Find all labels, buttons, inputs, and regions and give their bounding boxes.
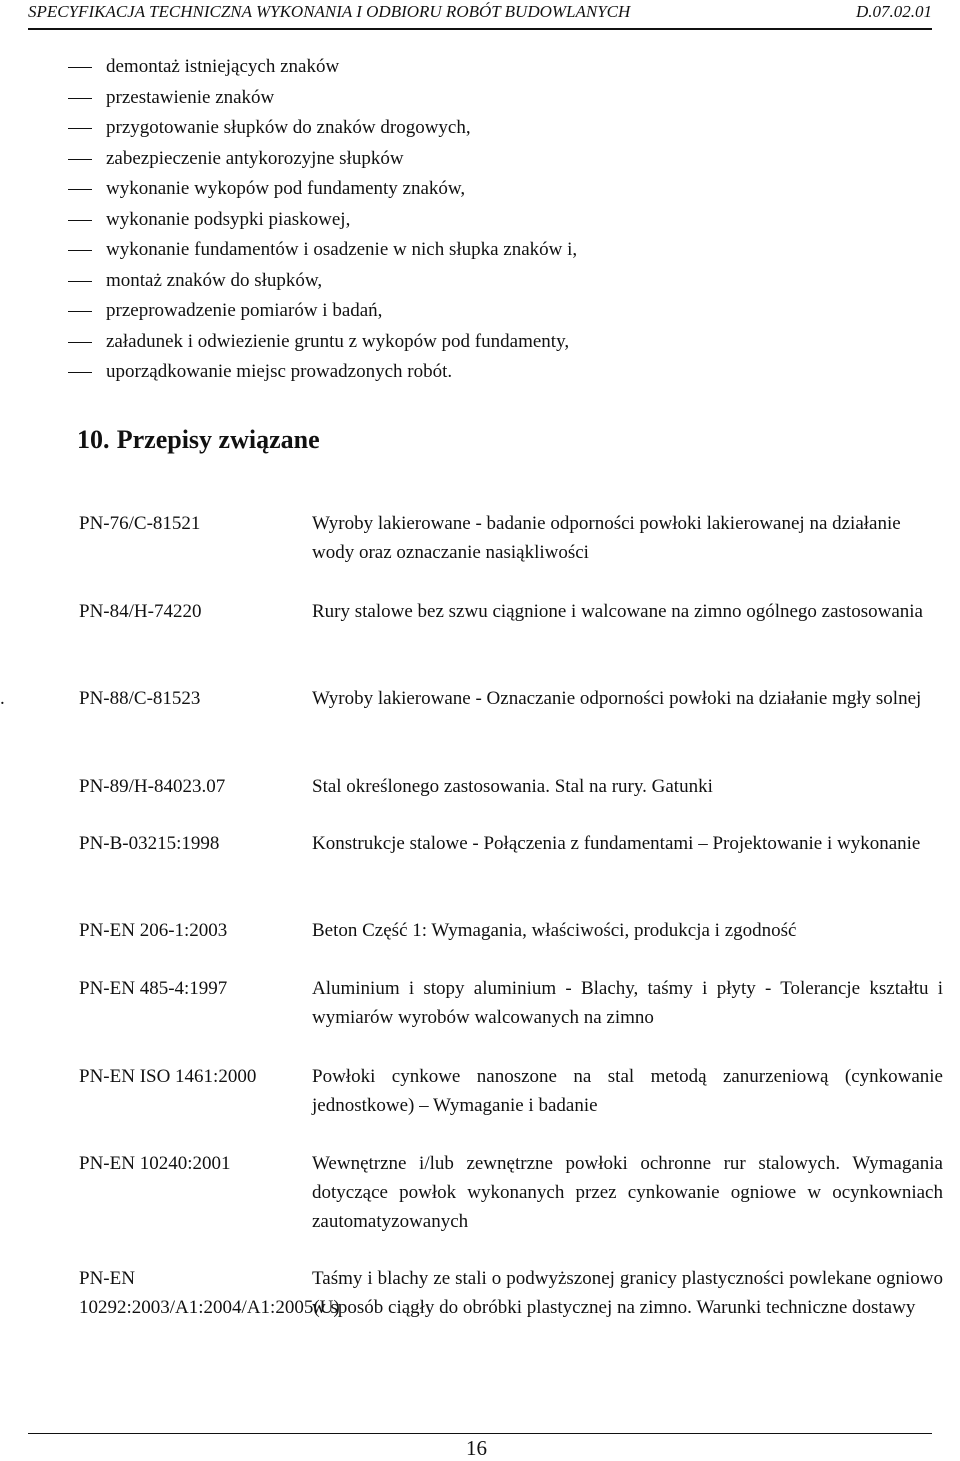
dash-icon [68,205,106,235]
footer-rule [28,1433,932,1434]
standard-code: PN-89/H-84023.07 [79,776,226,797]
list-item: wykonanie podsypki piaskowej, [68,205,577,236]
header-title: SPECYFIKACJA TECHNICZNA WYKONANIA I ODBIORU ROBÓT BUDOWLANYCH [28,2,631,21]
dash-icon [68,144,106,174]
standard-description: Rury stalowe bez szwu ciągnione i walcowane na zimno ogólnego zastosowania [312,601,923,622]
standard-description: Wewnętrzne i/lub zewnętrzne powłoki ochronne rur stalowych. Wymagania dotyczące powłok wykonanych przez cynkowanie ogniowe w ocynkowniach zautomatyzowanych [312,1153,943,1232]
standard-code: PN-76/C-81521 [79,513,201,534]
standard-description: Taśmy i blachy ze stali o podwyższonej granicy plastyczności powlekane ogniowo w sposób ciągły do obróbki plastycznej na zimno. Warunki techniczne dostawy [312,1268,943,1318]
standard-description: Wyroby lakierowane - badanie odporności powłoki lakierowanej na działanie wody oraz oznaczanie nasiąkliwości [312,513,901,563]
section-heading [77,424,320,455]
list-item: przeprowadzenie pomiarów i badań, [68,296,577,327]
works-list [68,52,577,388]
list-item: demontaż istniejących znaków [68,52,577,83]
standard-code: PN-EN 10292:2003/A1:2004/A1:2005(U) [79,1268,340,1318]
dash-icon [68,327,106,357]
standard-code: PN-B-03215:1998 [79,833,220,854]
standard-code: PN-EN 485-4:1997 [79,978,228,999]
standard-code: PN-88/C-81523 [79,688,201,709]
running-header [28,2,932,28]
list-item: uporządkowanie miejsc prowadzonych robót. [68,357,577,388]
list-item: wykonanie fundamentów i osadzenie w nich słupka znaków i, [68,235,577,266]
section-number: 10. [77,425,110,454]
dash-icon [68,266,106,296]
dash-icon [68,174,106,204]
list-item: załadunek i odwiezienie gruntu z wykopów pod fundamenty, [68,327,577,358]
page-number: 16 [466,1436,487,1460]
stray-marker: . [0,688,5,709]
standard-code: PN-EN 206-1:2003 [79,920,228,941]
header-spec-code: D.07.02.01 [855,2,932,21]
dash-icon [68,83,106,113]
list-item: przygotowanie słupków do znaków drogowych, [68,113,577,144]
dash-icon [68,52,106,82]
list-item: wykonanie wykopów pod fundamenty znaków, [68,174,577,205]
header-rule [28,28,932,30]
dash-icon [68,235,106,265]
standard-code: PN-EN ISO 1461:2000 [79,1066,257,1087]
standard-description: Konstrukcje stalowe - Połączenia z fundamentami – Projektowanie i wykonanie [312,833,921,854]
list-item: montaż znaków do słupków, [68,266,577,297]
standard-code: PN-EN 10240:2001 [79,1153,231,1174]
list-item: przestawienie znaków [68,83,577,114]
standard-code: PN-84/H-74220 [79,601,202,622]
list-item: zabezpieczenie antykorozyjne słupków [68,144,577,175]
standard-description: Stal określonego zastosowania. Stal na rury. Gatunki [312,776,713,797]
dash-icon [68,357,106,387]
dash-icon [68,296,106,326]
standard-description: Beton Część 1: Wymagania, właściwości, produkcja i zgodność [312,920,797,941]
standard-description: Wyroby lakierowane - Oznaczanie odporności powłoki na działanie mgły solnej [312,688,922,709]
dash-icon [68,113,106,143]
standard-description: Powłoki cynkowe nanoszone na stal metodą zanurzeniową (cynkowanie jednostkowe) – Wymaganie i badanie [312,1066,943,1116]
section-title: Przepisy związane [116,425,320,454]
standard-description: Aluminium i stopy aluminium - Blachy, taśmy i płyty - Tolerancje kształtu i wymiarów wyrobów walcowanych na zimno [312,978,943,1028]
